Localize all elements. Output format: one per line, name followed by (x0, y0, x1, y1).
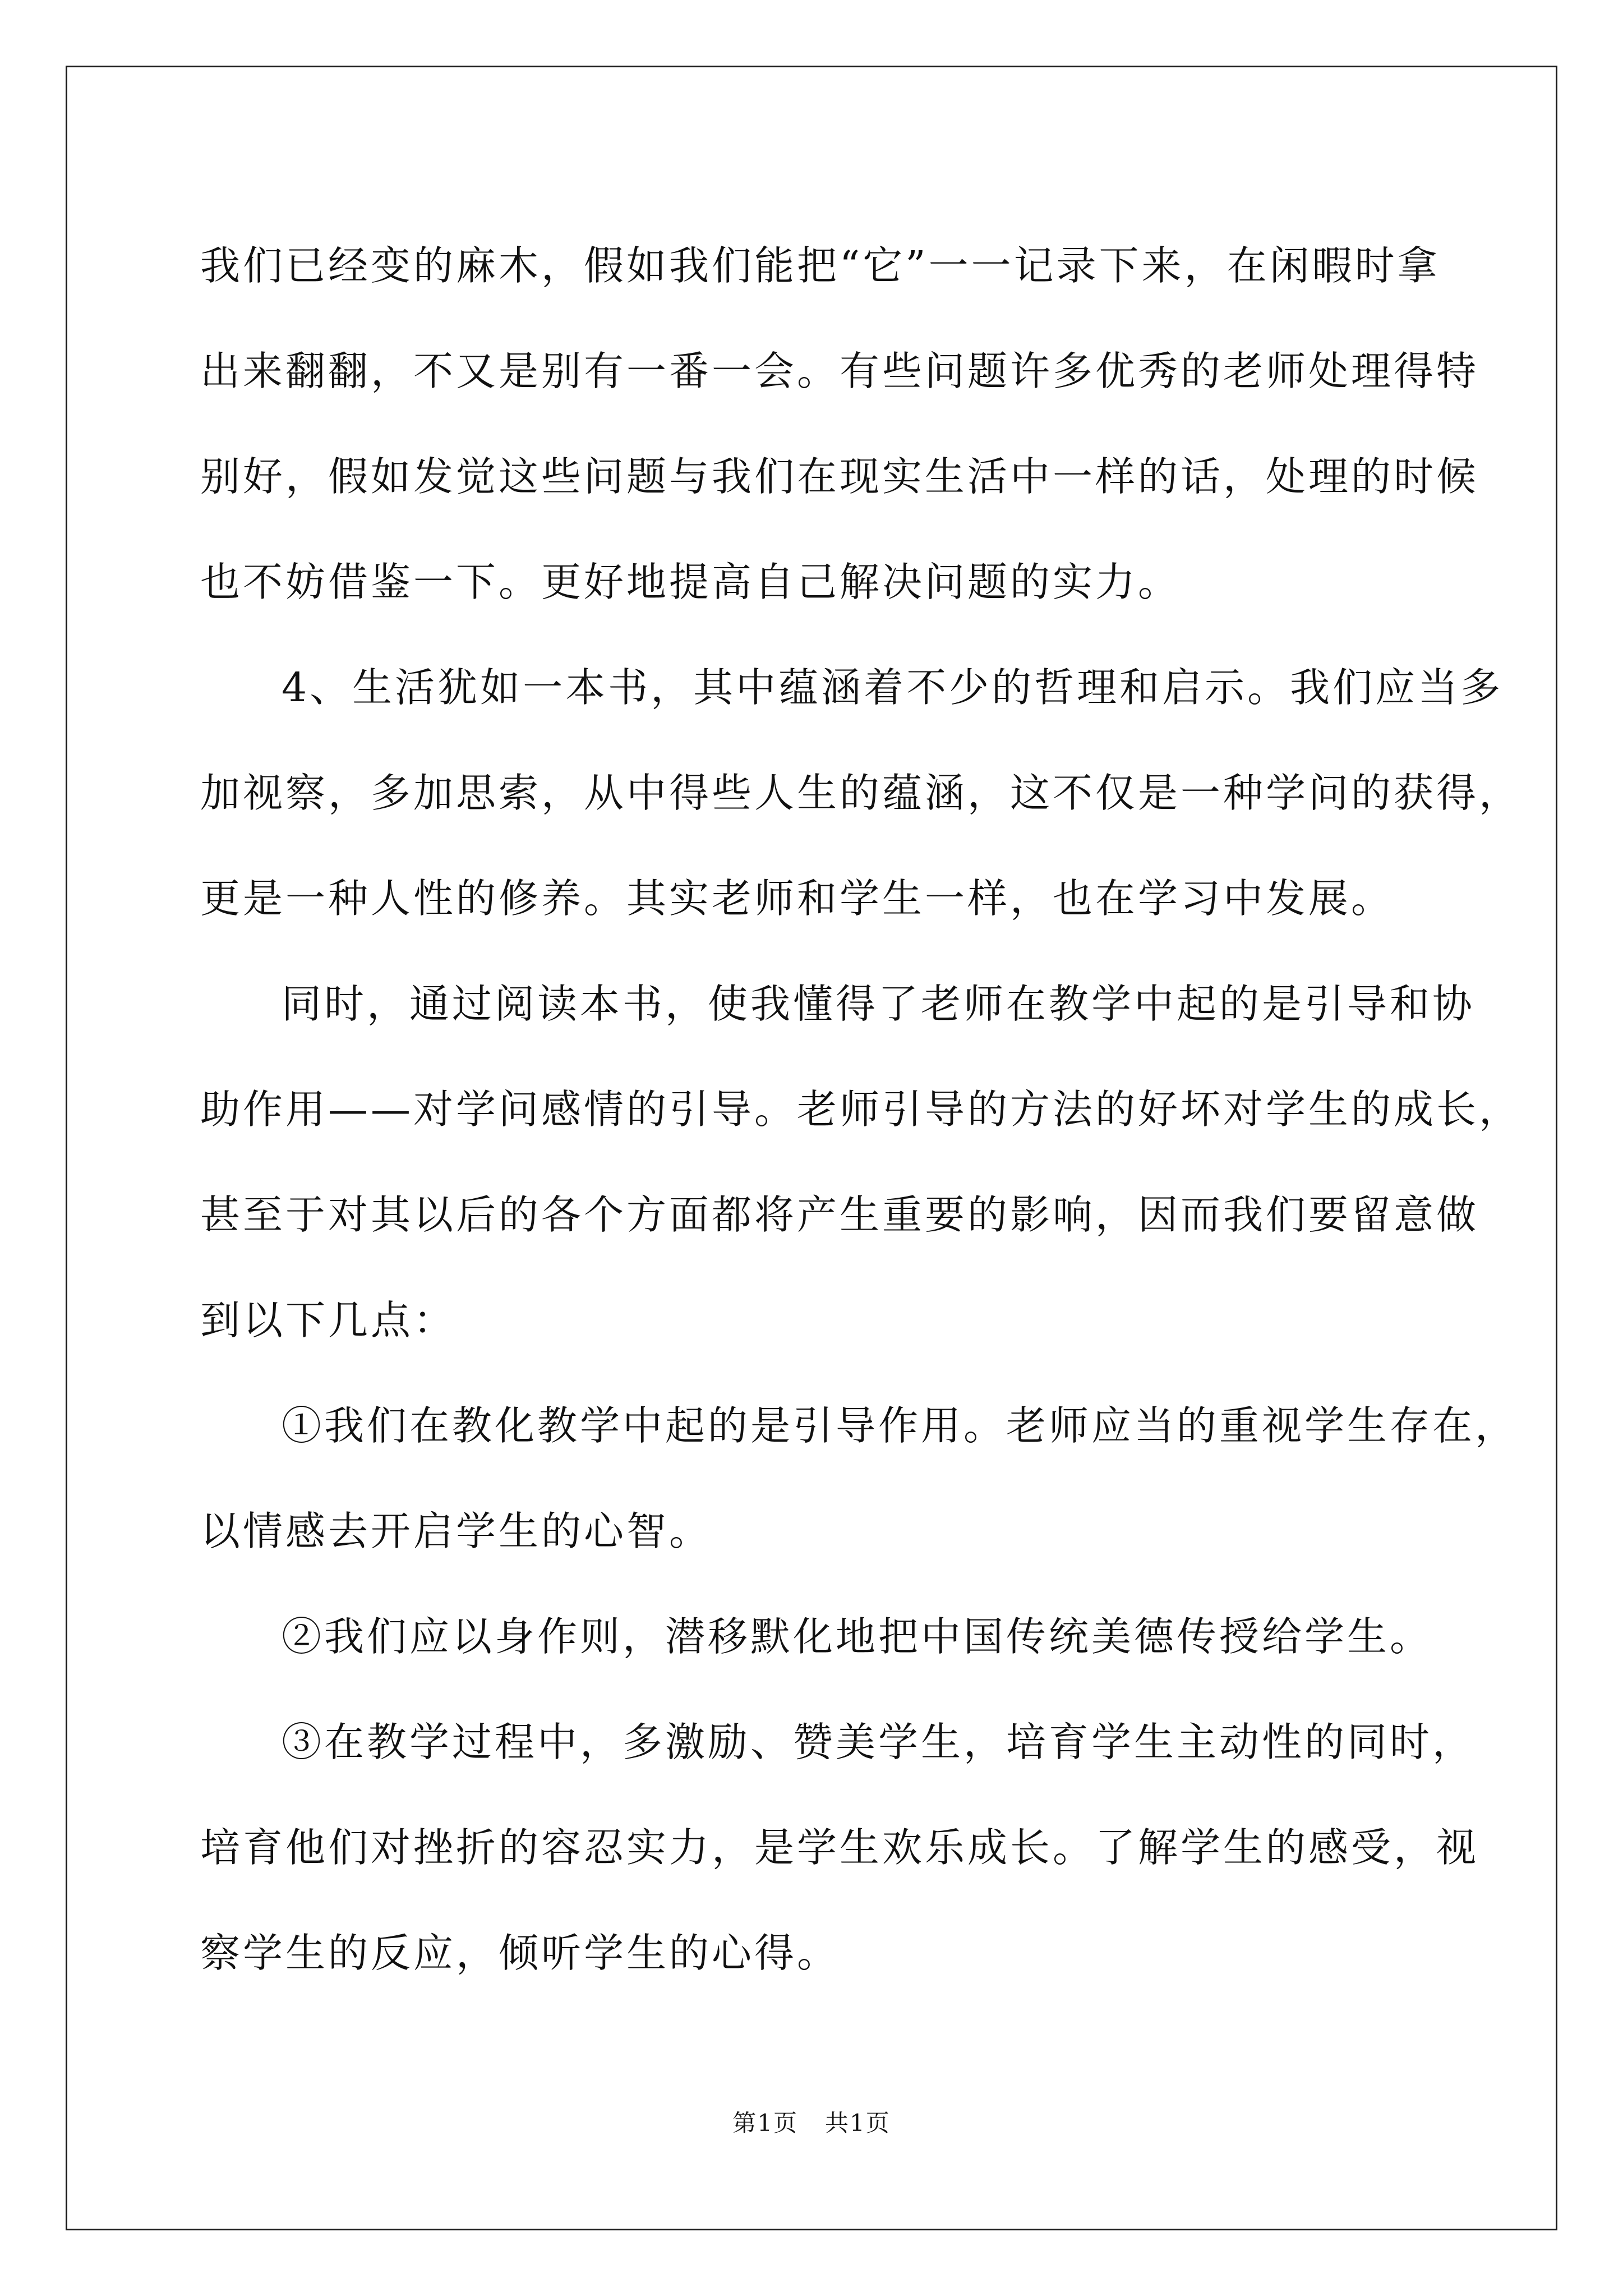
text-line: 也不妨借鉴一下。更好地提高自己解决问题的实力。 (200, 559, 1181, 605)
page-number-current: 第1页 (732, 2109, 798, 2137)
paragraph-first-line: 4、生活犹如一本书，其中蕴涵着不少的哲理和启示。我们应当多 (282, 664, 1504, 711)
text-line: 以情感去开启学生的心智。 (200, 1508, 712, 1554)
document-body (200, 213, 1522, 2006)
page-number-total: 共1页 (825, 2109, 891, 2137)
paragraph-first-line: ①我们在教化教学中起的是引导作用。老师应当的重视学生存在， (282, 1402, 1518, 1449)
paragraph-first-line: 同时，通过阅读本书，使我懂得了老师在教学中起的是引导和协 (282, 981, 1476, 1027)
text-line: 助作用——对学问感情的引导。老师引导的方法的好坏对学生的成长， (200, 1086, 1522, 1133)
page-footer (0, 2105, 1623, 2138)
text-line: 培育他们对挫折的容忍实力，是学生欢乐成长。了解学生的感受，视 (200, 1824, 1479, 1871)
text-line: 到以下几点： (200, 1297, 457, 1343)
paragraph-first-line: ③在教学过程中，多激励、赞美学生，培育学生主动性的同时， (282, 1719, 1476, 1765)
text-line: 甚至于对其以后的各个方面都将产生重要的影响，因而我们要留意做 (200, 1191, 1479, 1238)
text-line: 加视察，多加思索，从中得些人生的蕴涵，这不仅是一种学问的获得， (200, 770, 1522, 816)
text-line: 我们已经变的麻木，假如我们能把“它”一一记录下来，在闲暇时拿 (200, 242, 1440, 289)
text-line: 别好，假如发觉这些问题与我们在现实生活中一样的话，处理的时候 (200, 453, 1479, 500)
text-line: 出来翻翻，不又是别有一番一会。有些问题许多优秀的老师处理得特 (200, 348, 1479, 394)
text-line: 察学生的反应，倾听学生的心得。 (200, 1930, 840, 1976)
text-line: 更是一种人性的修养。其实老师和学生一样，也在学习中发展。 (200, 875, 1394, 922)
paragraph-first-line: ②我们应以身作则，潜移默化地把中国传统美德传授给学生。 (282, 1613, 1433, 1660)
